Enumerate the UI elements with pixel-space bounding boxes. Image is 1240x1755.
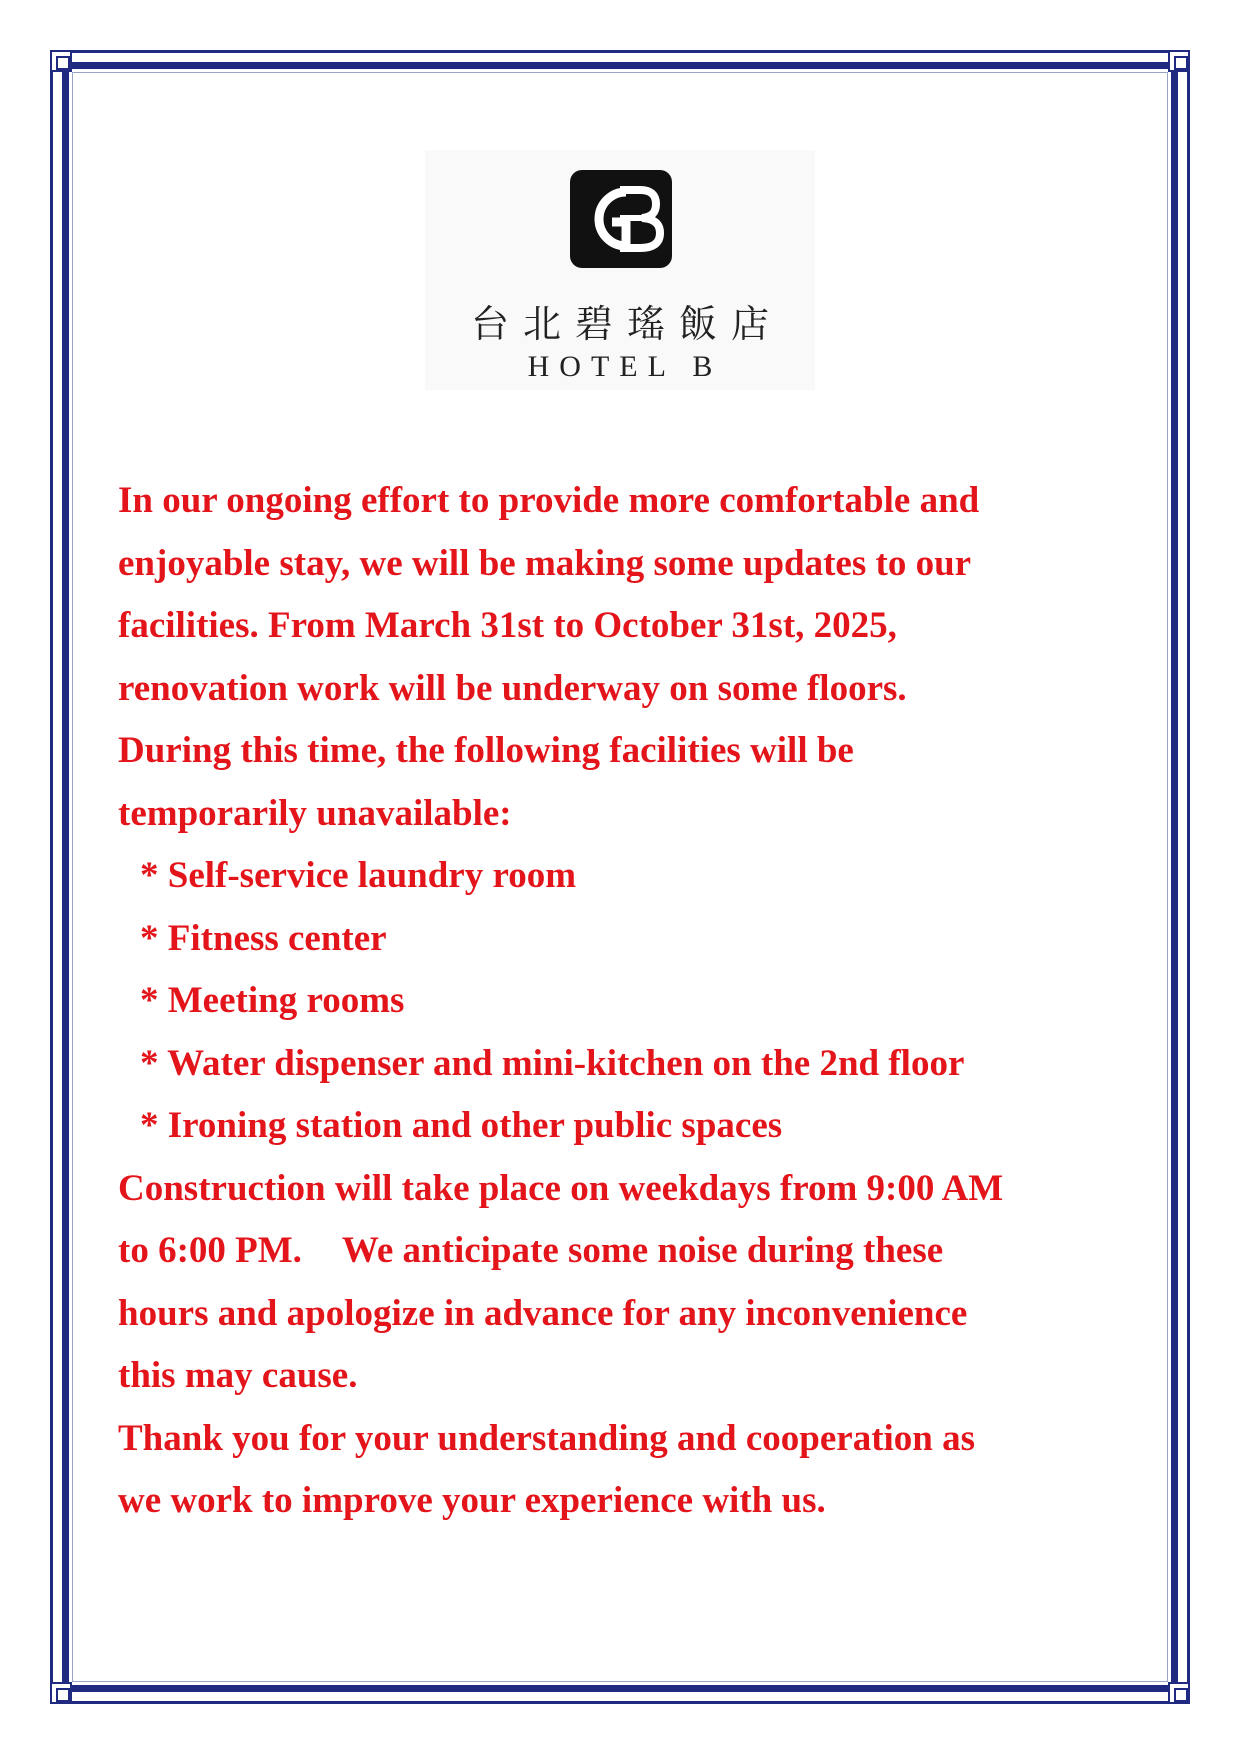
corner-ornament-top-right — [1168, 50, 1190, 72]
construction-line: this may cause. — [118, 1355, 358, 1396]
corner-ornament-bottom-right — [1168, 1682, 1190, 1704]
notice-line: renovation work will be underway on some floors. — [118, 667, 907, 709]
hotel-name-english: HOTEL B — [527, 350, 723, 383]
construction-hours-end: to 6:00 PM. — [118, 1230, 302, 1271]
hotel-monogram-logo — [568, 168, 674, 270]
facility-list-item: * Fitness center — [140, 917, 387, 959]
construction-line: Construction will take place on weekdays from 9:00 AM — [118, 1167, 1004, 1209]
construction-noise-note: We anticipate some noise during these — [341, 1230, 944, 1271]
notice-line: enjoyable stay, we will be making some updates to our — [118, 542, 972, 584]
construction-line: hours and apologize in advance for any inconvenience — [118, 1292, 968, 1334]
notice-line: In our ongoing effort to provide more comfortable and — [118, 480, 980, 521]
facility-list-item: * Ironing station and other public spaces — [140, 1105, 783, 1146]
notice-line: facilities. From March 31st to October 31st, 2025, — [118, 605, 897, 646]
hotel-logo — [425, 150, 815, 390]
facility-list-item: * Meeting rooms — [140, 980, 405, 1021]
hotel-name-chinese: 台北碧瑤飯店 — [470, 302, 783, 346]
corner-ornament-bottom-left — [50, 1682, 72, 1704]
facility-list-item: * Self-service laundry room — [140, 855, 577, 896]
renovation-notice — [118, 470, 1128, 1533]
construction-line — [118, 1220, 1128, 1283]
thanks-line: we work to improve your experience with us. — [118, 1480, 826, 1521]
facility-list-item: * Water dispenser and mini-kitchen on the 2nd floor — [140, 1042, 965, 1084]
thanks-line: Thank you for your understanding and cooperation as — [118, 1417, 976, 1459]
notice-line: temporarily unavailable: — [118, 792, 512, 834]
corner-ornament-top-left — [50, 50, 72, 72]
notice-line: During this time, the following facilities will be — [118, 730, 854, 771]
